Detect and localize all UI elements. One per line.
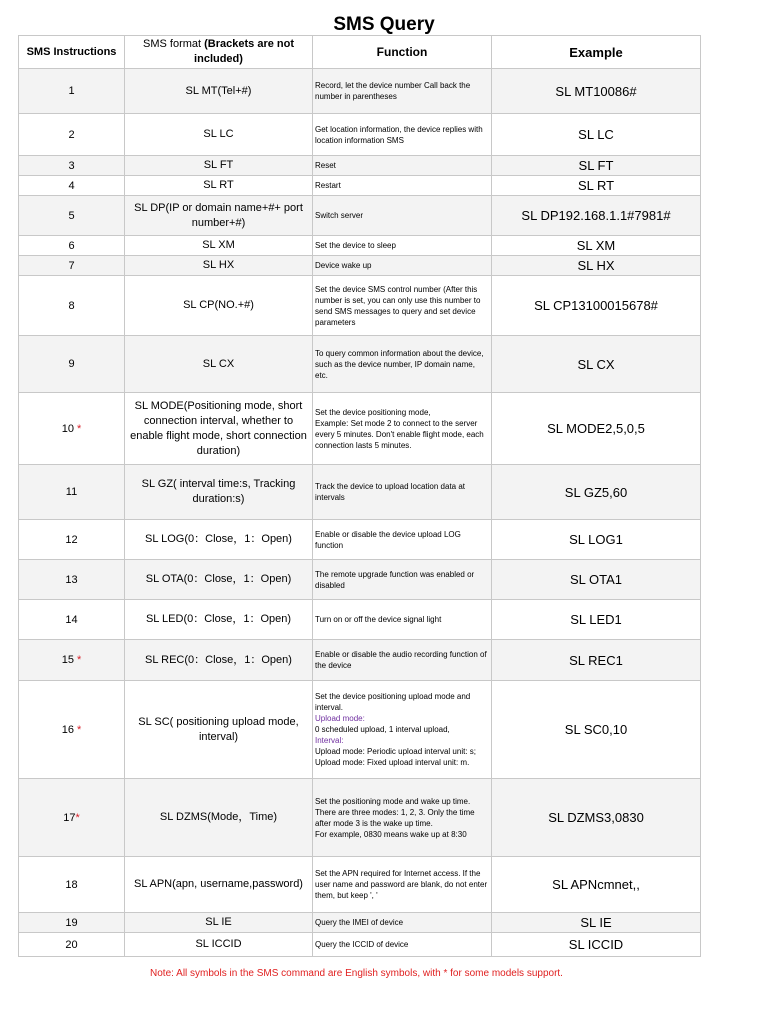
instruction-number <box>19 393 125 465</box>
instruction-number-text: 13 <box>65 573 78 586</box>
function-line: 0 scheduled upload, 1 interval upload, <box>315 725 450 734</box>
instruction-number-text: 11 <box>65 486 78 498</box>
instruction-number <box>19 236 125 256</box>
function-description <box>313 336 492 393</box>
function-line: Record, let the device number Call back the number in parentheses <box>315 81 471 101</box>
function-line: Restart <box>315 181 341 190</box>
function-line: Set the device positioning upload mode and interval. <box>315 692 471 712</box>
function-description <box>313 176 492 196</box>
sms-format-cell: SL DP(IP or domain name+#+ port number+#) <box>125 196 313 236</box>
function-description <box>313 236 492 256</box>
function-line: Query the IMEI of device <box>315 918 404 927</box>
header-format-bold: (Brackets are not included) <box>194 38 294 65</box>
function-line: Enable or disable the device upload LOG function <box>315 529 461 550</box>
header-example: Example <box>492 36 701 69</box>
table-row <box>19 857 701 913</box>
instruction-number-text: 10 <box>61 422 74 435</box>
instruction-number <box>19 933 125 957</box>
table-row <box>19 196 701 236</box>
table-row <box>19 236 701 256</box>
function-line: Reset <box>315 161 336 170</box>
sms-command-table <box>18 35 701 957</box>
function-description <box>313 933 492 957</box>
instruction-number-text: 2 <box>68 128 75 141</box>
sms-format-cell: SL REC(0：Close，1：Open) <box>125 640 313 681</box>
sms-format-cell: SL XM <box>125 236 313 256</box>
example-cell: SL ICCID <box>492 933 701 957</box>
function-description <box>313 520 492 560</box>
example-cell: SL LED1 <box>492 600 701 640</box>
example-cell: SL HX <box>492 256 701 276</box>
header-format-main: SMS format <box>143 38 205 50</box>
instruction-number-text: 9 <box>68 358 75 370</box>
function-line: To query common information about the device, such as the device number, IP domain name, etc. <box>315 348 484 380</box>
instruction-number-text: 5 <box>68 209 75 222</box>
function-line: Enable or disable the audio recording function of the device <box>315 650 487 670</box>
model-support-star: * <box>73 654 82 666</box>
sms-format-cell: SL DZMS(Mode，Time) <box>125 779 313 857</box>
instruction-number <box>19 196 125 236</box>
instruction-number-text: 18 <box>65 878 78 891</box>
table-row <box>19 681 701 779</box>
instruction-number-text: 8 <box>68 299 75 312</box>
footer-note: Note: All symbols in the SMS command are English symbols, with * for some models support. <box>150 968 563 979</box>
instruction-number-text: 15 <box>61 654 74 666</box>
example-cell: SL XM <box>492 236 701 256</box>
function-line: The remote upgrade function was enabled or disabled <box>315 569 475 590</box>
function-description <box>313 779 492 857</box>
instruction-number <box>19 114 125 156</box>
header-format <box>125 36 313 69</box>
function-description <box>313 913 492 933</box>
instruction-number <box>19 681 125 779</box>
function-description <box>313 196 492 236</box>
example-cell: SL IE <box>492 913 701 933</box>
sms-format-cell: SL OTA(0：Close，1：Open) <box>125 560 313 600</box>
model-support-star: * <box>73 723 82 736</box>
instruction-number <box>19 520 125 560</box>
example-cell: SL LC <box>492 114 701 156</box>
example-cell: SL FT <box>492 156 701 176</box>
function-line: Upload mode: Fixed upload interval unit: m. <box>315 758 470 767</box>
function-line: Switch server <box>315 211 364 220</box>
sms-format-cell: SL ICCID <box>125 933 313 957</box>
example-cell: SL CP13100015678# <box>492 276 701 336</box>
function-line: Device wake up <box>315 261 372 270</box>
instruction-number-text: 7 <box>68 259 75 272</box>
example-cell: SL MT10086# <box>492 69 701 114</box>
instruction-number-text: 20 <box>65 938 78 951</box>
instruction-number <box>19 465 125 520</box>
function-line: Upload mode: <box>315 714 365 723</box>
table-row <box>19 600 701 640</box>
table-row <box>19 276 701 336</box>
function-description <box>313 681 492 779</box>
sms-format-cell: SL GZ( interval time:s, Tracking duration:s) <box>125 465 313 520</box>
table-row <box>19 913 701 933</box>
example-cell: SL DP192.168.1.1#7981# <box>492 196 701 236</box>
instruction-number-text: 1 <box>68 85 75 97</box>
sms-format-cell: SL LOG(0：Close，1：Open) <box>125 520 313 560</box>
function-line: Get location information, the device replies with location information SMS <box>315 124 483 145</box>
example-cell: SL RT <box>492 176 701 196</box>
table-row <box>19 465 701 520</box>
instruction-number <box>19 156 125 176</box>
table-row <box>19 560 701 600</box>
sms-format-cell: SL IE <box>125 913 313 933</box>
function-line: For example, 0830 means wake up at 8:30 <box>315 829 467 839</box>
instruction-number <box>19 336 125 393</box>
function-line: Set the APN required for Internet access. If the user name and password are blank, do not enter them, but keep ', ' <box>315 869 488 900</box>
function-line: Interval: <box>315 736 344 745</box>
function-line: Turn on or off the device signal light <box>315 615 442 624</box>
table-row <box>19 640 701 681</box>
function-line: Track the device to upload location data at intervals <box>315 482 466 502</box>
table-row <box>19 336 701 393</box>
function-description <box>313 256 492 276</box>
function-description <box>313 393 492 465</box>
function-line: Set the device to sleep <box>315 241 396 250</box>
function-line: Set the positioning mode and wake up time. There are three modes: 1, 2, 3. Only the time after mode 3 is the wake up time. <box>315 796 475 828</box>
instruction-number-text: 12 <box>65 533 78 546</box>
example-cell: SL OTA1 <box>492 560 701 600</box>
instruction-number <box>19 779 125 857</box>
instruction-number <box>19 560 125 600</box>
function-description <box>313 114 492 156</box>
instruction-number <box>19 857 125 913</box>
instruction-number <box>19 913 125 933</box>
instruction-number-text: 3 <box>68 159 75 172</box>
function-description <box>313 276 492 336</box>
example-cell: SL DZMS3,0830 <box>492 779 701 857</box>
instruction-number <box>19 69 125 114</box>
instruction-number-text: 14 <box>65 613 78 626</box>
instruction-number <box>19 176 125 196</box>
page-title: SMS Query <box>333 14 435 35</box>
function-description <box>313 600 492 640</box>
instruction-number-text: 4 <box>68 179 75 192</box>
table-row <box>19 393 701 465</box>
instruction-number <box>19 256 125 276</box>
example-cell: SL LOG1 <box>492 520 701 560</box>
sms-format-cell: SL CX <box>125 336 313 393</box>
table-row <box>19 176 701 196</box>
function-description <box>313 857 492 913</box>
example-cell: SL APNcmnet,, <box>492 857 701 913</box>
instruction-number-text: 16 <box>61 723 74 736</box>
model-support-star: * <box>73 422 82 435</box>
table-row <box>19 69 701 114</box>
function-description <box>313 156 492 176</box>
sms-format-cell: SL LC <box>125 114 313 156</box>
sms-format-cell: SL LED(0：Close，1：Open) <box>125 600 313 640</box>
table-row <box>19 256 701 276</box>
example-cell: SL GZ5,60 <box>492 465 701 520</box>
table-row <box>19 779 701 857</box>
sms-format-cell: SL RT <box>125 176 313 196</box>
instruction-number <box>19 276 125 336</box>
function-line: Set the device positioning mode, <box>315 407 431 417</box>
function-description <box>313 69 492 114</box>
sms-format-cell: SL MODE(Positioning mode, short connection interval, whether to enable flight mode, short connection duration) <box>125 393 313 465</box>
function-line: Upload mode: Periodic upload interval unit: s; <box>315 747 476 756</box>
instruction-number-text: 19 <box>65 916 78 929</box>
instruction-number <box>19 600 125 640</box>
header-instructions: SMS Instructions <box>19 36 125 69</box>
table-row <box>19 156 701 176</box>
function-line: Example: Set mode 2 to connect to the server every 5 minutes. Don't enable flight mode, each connection lasts 5 minutes. <box>315 418 484 450</box>
function-description <box>313 560 492 600</box>
sms-format-cell: SL HX <box>125 256 313 276</box>
instruction-number-text: 17 <box>63 811 76 824</box>
function-line: Query the ICCID of device <box>315 940 409 949</box>
example-cell: SL CX <box>492 336 701 393</box>
table-row <box>19 114 701 156</box>
sms-format-cell: SL SC( positioning upload mode, interval) <box>125 681 313 779</box>
function-description <box>313 465 492 520</box>
sms-format-cell: SL FT <box>125 156 313 176</box>
sms-format-cell: SL MT(Tel+#) <box>125 69 313 114</box>
sms-format-cell: SL APN(apn, username,password) <box>125 857 313 913</box>
example-cell: SL MODE2,5,0,5 <box>492 393 701 465</box>
instruction-number <box>19 640 125 681</box>
function-description <box>313 640 492 681</box>
table-row <box>19 520 701 560</box>
table-header-row <box>19 36 701 69</box>
table-row <box>19 933 701 957</box>
header-function: Function <box>313 36 492 69</box>
function-line: Set the device SMS control number (After this number is set, you can only use this number to send SMS messages to query and set device parameters <box>315 284 481 327</box>
example-cell: SL REC1 <box>492 640 701 681</box>
example-cell: SL SC0,10 <box>492 681 701 779</box>
model-support-star: * <box>75 811 80 824</box>
instruction-number-text: 6 <box>68 239 75 252</box>
sms-format-cell: SL CP(NO.+#) <box>125 276 313 336</box>
